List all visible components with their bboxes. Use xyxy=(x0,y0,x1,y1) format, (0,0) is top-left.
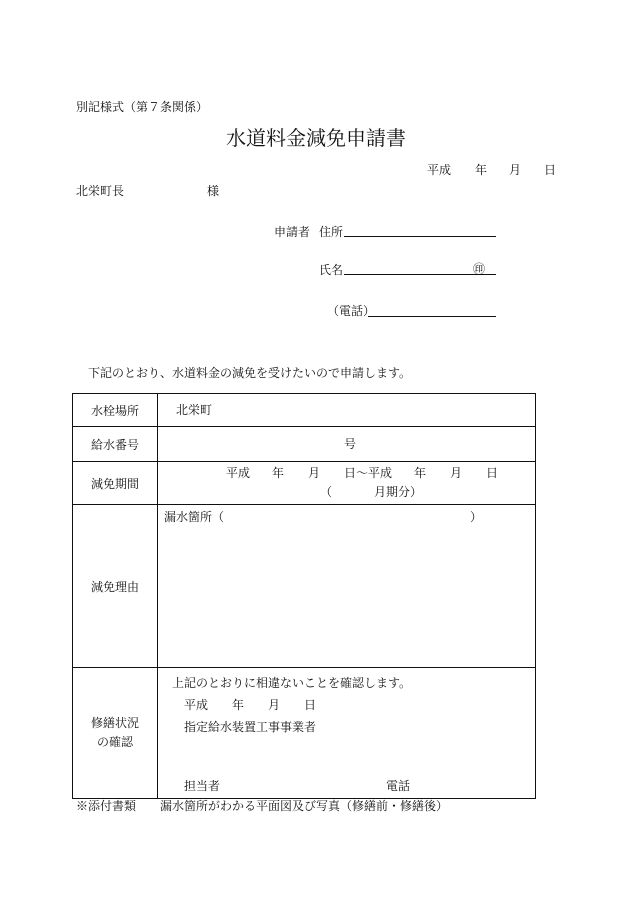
repair-date-month: 月 xyxy=(268,698,281,712)
period-months-close: 月期分） xyxy=(374,485,423,499)
period-start-era: 平成 xyxy=(226,466,251,480)
repair-confirm-text: 上記のとおりに相違ないことを確認します。 xyxy=(172,676,412,690)
date-day: 日 xyxy=(544,163,557,177)
addressee: 北栄町長 xyxy=(76,184,125,198)
period-months-open: （ xyxy=(320,485,333,499)
period-cell[interactable] xyxy=(158,462,536,505)
repair-date-day: 日 xyxy=(304,698,317,712)
repair-staff-label: 担当者 xyxy=(184,779,221,793)
phone-field[interactable] xyxy=(368,316,496,317)
date-month: 月 xyxy=(509,163,522,177)
period-end-day: 日 xyxy=(486,466,499,480)
location-cell[interactable] xyxy=(158,394,536,427)
intro-text: 下記のとおり、水道料金の減免を受けたいので申請します。 xyxy=(88,366,412,380)
period-end-year: 年 xyxy=(414,466,427,480)
row-reason xyxy=(73,505,536,668)
period-label: 減免期間 xyxy=(73,462,158,505)
number-suffix: 号 xyxy=(344,437,357,451)
leak-location-label: 漏水箇所（ xyxy=(164,510,225,524)
reason-label: 減免理由 xyxy=(73,505,158,668)
row-repair xyxy=(73,668,536,799)
repair-label xyxy=(73,668,158,799)
repair-label-line1: 修繕状況 xyxy=(90,715,139,730)
date-era: 平成 xyxy=(427,163,452,177)
phone-label: （電話） xyxy=(327,304,376,318)
page-title: 水道料金減免申請書 xyxy=(226,126,406,150)
repair-contractor-label: 指定給水装置工事事業者 xyxy=(184,720,317,734)
row-location xyxy=(73,394,536,427)
period-end-month: 月 xyxy=(450,466,463,480)
location-label: 水栓場所 xyxy=(73,394,158,427)
seal-mark: ㊞ xyxy=(473,262,486,276)
repair-phone-label: 電話 xyxy=(386,779,411,793)
period-start-day-end-era: 日～平成 xyxy=(344,466,393,480)
attachment-label: ※添付書類 xyxy=(76,799,137,813)
honorific: 様 xyxy=(207,184,220,198)
application-table xyxy=(72,393,536,799)
reason-cell[interactable] xyxy=(158,505,536,668)
attachment-description: 漏水箇所がわかる平面図及び写真（修繕前・修繕後） xyxy=(160,799,449,813)
applicant-label: 申請者 xyxy=(274,225,311,239)
period-start-year: 年 xyxy=(272,466,285,480)
repair-date-era: 平成 xyxy=(184,698,209,712)
form-reference: 別記様式（第７条関係） xyxy=(76,100,209,114)
address-label: 住所 xyxy=(319,225,344,239)
name-label: 氏名 xyxy=(319,263,344,277)
leak-location-close: ） xyxy=(470,510,483,524)
date-year: 年 xyxy=(475,163,488,177)
address-field[interactable] xyxy=(344,236,496,237)
repair-label-line2: の確認 xyxy=(96,735,133,749)
repair-cell[interactable] xyxy=(158,668,536,799)
repair-date-year: 年 xyxy=(232,698,245,712)
number-label: 給水番号 xyxy=(73,427,158,462)
row-period xyxy=(73,462,536,505)
location-value: 北栄町 xyxy=(176,403,213,417)
period-start-month: 月 xyxy=(308,466,321,480)
number-cell[interactable] xyxy=(158,427,536,462)
row-number xyxy=(73,427,536,462)
